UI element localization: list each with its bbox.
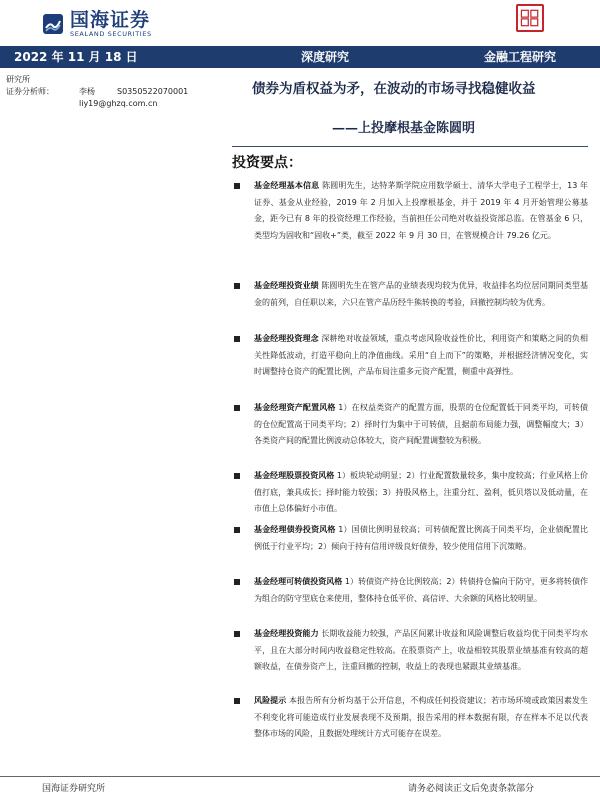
- point-text: 本报告所有分析均基于公开信息，不构成任何投资建议；若市场环境或政策因素发生不利变化将可能造成行业发展表现不及预期，报告采用的样本数据有限，存在样本不足以代表整体市场的风险，且数据处理统计方式可能存在误差。: [254, 696, 589, 738]
- report-type: 深度研究: [301, 50, 350, 64]
- point-asset-allocation: [232, 400, 588, 450]
- point-text: 陈圆明先生，达特茅斯学院应用数学硕士、清华大学电子工程学士，13 年证券、基金从业经验，2019 年 2 月加入上投摩根基金，并于 2019 年 4 月开始管理公募基金，距今已有 8 年的投资经理工作经验，当前担任公司绝对收益投资部总监。在管基金 6 只，类型均为固收和“固收+”类，截至 2022 年 9 月 30 日，在管规模合计 79.26 亿元。: [254, 181, 588, 240]
- point-convertible-style: [232, 574, 588, 607]
- point-lead: 基金经理资产配置风格: [254, 403, 336, 412]
- square-bullet-icon: [234, 283, 240, 289]
- report-category: 金融工程研究: [484, 50, 557, 64]
- analyst-row: [6, 86, 206, 98]
- point-text: 陈圆明先生在管产品的业绩表现均较为优异，收益排名均位居同期同类型基金的前列，自任职以来，六只在管产品历经牛熊转换的考验，回撤控制均较为优秀。: [254, 281, 589, 307]
- brand-logo: [42, 6, 152, 42]
- point-text: 1）转债资产持仓比例较高；2）转债持仓偏向于防守，更多将转债作为组合的防守型底仓来使用，整体持仓低平价、高信评、大余额的风格比较明显。: [254, 577, 588, 603]
- point-lead: 基金经理基本信息: [254, 181, 320, 190]
- point-text: 深耕绝对收益领域，重点考虑风险收益性价比，利用资产和策略之间的负相关性降低波动，打造平稳向上的净值曲线。采用“自上而下”的策略，并根据经济情况变化，实时调整持仓资产的配置比例，产品布局注重多元资产配置，侧重中高弹性。: [254, 334, 589, 376]
- analyst-label: 证券分析师：: [6, 87, 54, 96]
- square-bullet-icon: [234, 527, 240, 533]
- point-risk-warning: [232, 693, 588, 743]
- footer-divider: [0, 776, 600, 777]
- brand-name-cn: 国海证券: [70, 9, 151, 31]
- point-lead: 基金经理债券投资风格: [254, 525, 336, 534]
- point-lead: 风险提示: [254, 696, 287, 705]
- sealand-logo-icon: [42, 13, 64, 35]
- email-spacer: [6, 98, 79, 110]
- title-divider: [232, 146, 588, 147]
- point-lead: 基金经理投资理念: [254, 334, 319, 343]
- brand-name-en: SEALAND SECURITIES: [70, 30, 152, 38]
- point-lead: 基金经理投资业绩: [254, 281, 319, 290]
- report-subtitle: ——上投摩根基金陈圆明: [332, 121, 476, 136]
- point-text: 1）国债比例明显较高；可转债配置比例高于同类平均，企业债配置比例低于行业平均；2）倾向于持有信用评级良好债券，较少使用信用下沉策略。: [254, 525, 589, 551]
- point-bond-style: [232, 522, 588, 555]
- point-lead: 基金经理股票投资风格: [254, 471, 335, 480]
- square-bullet-icon: [234, 405, 240, 411]
- square-bullet-icon: [234, 183, 240, 189]
- point-philosophy: [232, 331, 588, 381]
- point-text: 1）板块轮动明显；2）行业配置数量较多，集中度较高；行业风格上价值打底，兼具成长；择时能力较强；3）持股风格上，注重分红、盈利，低贝塔以及低动量，在市值上总体偏好小市值。: [254, 471, 588, 513]
- square-bullet-icon: [234, 579, 240, 585]
- point-text: 长期收益能力较强，产品区间累计收益和风险调整后收益均优于同类平均水平，且在大部分时间内收益稳定性较高。在股票资产上，收益相较其股票业绩基准有较高的超额收益，在债券资产上，注重回撤的控制，收益上的表现也紧跟其业绩基准。: [254, 629, 589, 671]
- analyst-email[interactable]: liy19@ghzq.com.cn: [79, 99, 158, 108]
- point-lead: 基金经理投资能力: [254, 629, 319, 638]
- section-heading: 投资要点：: [232, 155, 302, 171]
- report-banner: [0, 46, 600, 68]
- department: 研究所: [6, 75, 30, 84]
- red-seal-icon: [516, 4, 544, 32]
- brand-text: [70, 10, 152, 38]
- footer-disclaimer: 请务必阅读正文后免责条款部分: [408, 784, 535, 794]
- report-title: 债券为盾权益为矛，在波动的市场寻找稳健收益: [252, 81, 536, 97]
- square-bullet-icon: [234, 473, 240, 479]
- point-text: 1）在权益类资产的配置方面，股票的仓位配置低于同类平均，可转债的仓位配置高于同类平均；2）择时行为集中于可转债，且据前布局能力强，调整幅度大；3）各类资产间的配置比例波动总体较大，资产间配置调整较为积极。: [254, 403, 589, 445]
- square-bullet-icon: [234, 336, 240, 342]
- analyst-name: 李杨: [79, 87, 95, 96]
- email-row: [6, 98, 206, 110]
- point-manager-info: [232, 178, 588, 244]
- point-performance: [232, 278, 588, 311]
- point-investment-ability: [232, 626, 588, 676]
- report-date: 2022 年 11 月 18 日: [14, 50, 138, 64]
- footer-institute: 国海证券研究所: [42, 784, 106, 794]
- point-lead: 基金经理可转债投资风格: [254, 577, 343, 586]
- square-bullet-icon: [234, 698, 240, 704]
- point-stock-style: [232, 468, 588, 518]
- analyst-license: S0350522070001: [117, 87, 189, 96]
- square-bullet-icon: [234, 631, 240, 637]
- analyst-sidebar: [6, 74, 206, 110]
